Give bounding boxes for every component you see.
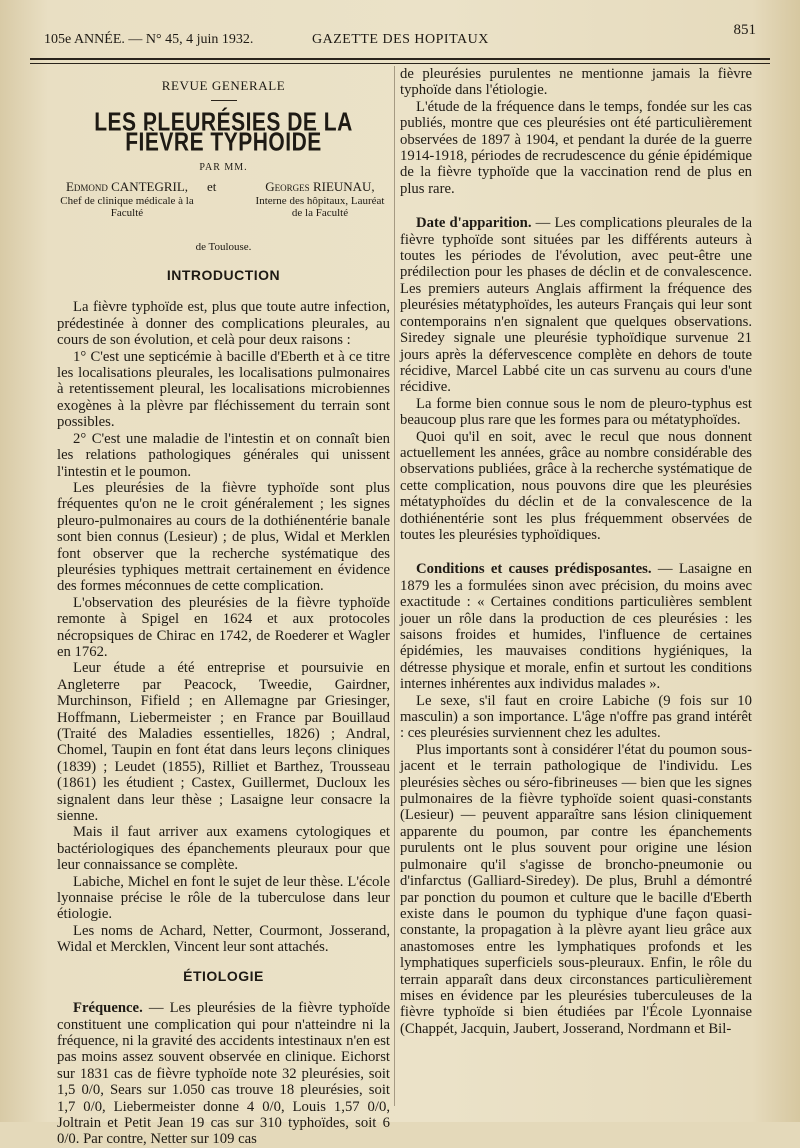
- paragraph: La forme bien connue sous le nom de pleuro-typhus est beaucoup plus rare que les formes para ou métatyphoïdes.: [400, 395, 752, 429]
- spacer: [400, 543, 752, 561]
- left-column: [57, 66, 390, 1148]
- paragraph: La fièvre typhoïde est, plus que toute autre infection, prédestinée à donner des complications pleurales, au cours de son évolution, et celà pour deux raisons :: [57, 299, 390, 349]
- author-1: [57, 179, 197, 219]
- paragraph: Le sexe, s'il faut en croire Labiche (9 fois sur 10 masculin) a son importance. L'âge n'offre pas grand intérêt : ces pleurésies surviennent chez les adultes.: [400, 692, 752, 742]
- page-number: 851: [733, 22, 756, 38]
- paragraph: 1° C'est une septicémie à bacille d'Eberth et à ce titre les localisations pleurales, les localisations pulmonaires à retentissement pleural, les localisations microbiennes exogènes à la plèvre par fléchissement du terrain sont possibles.: [57, 348, 390, 431]
- title-rule: [211, 100, 237, 101]
- paragraph: Les pleurésies de la fièvre typhoïde sont plus fréquentes qu'on ne le croit généralement ; les signes pleuro-pulmonaires au cours de la dothiénentérie banale sont bien connus (Lesieur) ; de plus, Widal et Merklen font observer que la recherche systématique des pleurésies typhiques mettrait certainement en évidence des formes méconnues de cette complication.: [57, 479, 390, 595]
- author-2-affiliation: Interne des hôpitaux, Lauréat de la Faculté: [255, 195, 385, 220]
- affiliation-city: de Toulouse.: [195, 240, 252, 253]
- spacer: [400, 197, 752, 215]
- paragraph: [400, 215, 752, 395]
- paragraph: de pleurésies purulentes ne mentionne jamais la fièvre typhoïde dans l'étiologie.: [400, 66, 752, 99]
- column-divider: [394, 66, 395, 1106]
- author-2: [250, 179, 390, 219]
- header-rule-thick: [30, 58, 770, 60]
- authors-block: [57, 179, 390, 239]
- subheading-frequence: Fréquence.: [73, 1000, 143, 1017]
- paragraph: Plus importants sont à considérer l'état du poumon sous-jacent et le terrain pathologique de l'individu. Les pleurésies sèches ou séro-fibrineuses — bien que les signes pulmonaires de la fièvre typhoïde soient quasi-constants (Lesieur) — peuvent apparaître sans lésion cliniquement apparente du poumon, par contre les épanchements purulents ont le plus souvent pour origine une lésion pulmonaire qu'il s'agisse de broncho-pneumonie ou d'infarctus (Galliard-Siredey). De plus, Bruhl a démontré par ponction du poumon et culture que le bacille d'Eberth existe dans le poumon du typhique d'une façon quasi-constante, la propagation à la plèvre ayant lieu grâce aux anastomoses entre les lymphatiques profonds et les lymphatiques superficiels sous-pleuraux. Enfin, le rôle du terrain apparaît dans deux circonstances particulièrement mises en évidence par les pleurésies tuberculeuses de la fièvre typhoïde si bien étudiées par l'École Lyonnaise (Chappét, Jacquin, Jaubert, Josserand, Nordmann et Bil-: [400, 741, 752, 1037]
- journal-name: GAZETTE DES HOPITAUX: [312, 32, 489, 47]
- running-header: [44, 22, 756, 52]
- paragraph: Leur étude a été entreprise et poursuivie en Angleterre par Peacock, Tweedie, Gairdner, Murchinson, Fifield ; en Allemagne par Griesinger, Hoffmann, Liebermeister ; en France par Bouillaud (Traité des Maladies essentielles, 1826) ; Andral, Chomel, Taupin en font état dans leurs leçons cliniques (1839) ; Leudet (1855), Rilliet et Barthez, Trousseau (1861) les étudient ; Castex, Guillermet, Ducloux les signalent dans leur thèse ; Lasaigne leur consacre la sienne.: [57, 660, 390, 825]
- paragraph: Les noms de Achard, Netter, Courmont, Josserand, Widal et Mercklen, Vincent leur sont attachés.: [57, 922, 390, 956]
- paragraph-text: — Les pleurésies de la fièvre typhoïde constituent une complication qui pour n'atteindre ni la fréquence, ni la gravité des accidents intestinaux n'en est pas moins assez souvent observée en clinique. Eichorst sur 1831 cas de fièvre typhoïde note 32 pleurésies, soit 1,5 0/0, Sears sur 1.050 cas trouve 18 pleurésies, soit 1,7 0/0, Liebermeister donne 4 0/0, Louis 1,57 0/0, Joltrain et Petit Jean 19 cas sur 310 typhoïdes, soit 6 0/0. Par contre, Netter sur 109 cas: [57, 1000, 390, 1148]
- paragraph: 2° C'est une maladie de l'intestin et on connaît bien les relations pathologiques générales qui unissent l'intestin et le poumon.: [57, 430, 390, 480]
- subheading-date-apparition: Date d'apparition.: [416, 215, 532, 232]
- paragraph: L'étude de la fréquence dans le temps, fondée sur les cas publiés, montre que ces pleurésies ont été particulièrement observées de 1897 à 1904, et pendant la durée de la guerre 1914-1918, périodes de recrudescence du génie épidémique de la fièvre typhoïde que la vaccination rend de plus en plus rare.: [400, 98, 752, 197]
- paragraph: L'observation des pleurésies de la fièvre typhoïde remonte à Spigel en 1624 et aux protocoles nécropsiques de Chirac en 1742, de Roederer et Wagler en 1762.: [57, 594, 390, 660]
- article-title: LES PLEURÉSIES DE LA FIÈVRE TYPHOIDE: [94, 108, 353, 158]
- author-1-name: Edmond CANTEGRIL,: [65, 178, 189, 194]
- paragraph: Quoi qu'il en soit, avec le recul que nous donnent actuellement les années, grâce au nombre considérable des observations publiées, grâce à la recherche systématique de cette complication, nous pouvons dire que les pleurésies métatyphoïdes du déclin et de la convalescence de la dothiénentérie sont les plus fréquemment observées de toutes les pleurésies typhoïdiques.: [400, 428, 752, 543]
- etiology-heading: ÉTIOLOGIE: [183, 967, 264, 984]
- issue-info: 105e ANNÉE. — N° 45, 4 juin 1932.: [44, 32, 254, 47]
- paragraph: Mais il faut arriver aux examens cytologiques et bactériologiques des épanchements pleuraux pour que leur connaissance se complète.: [57, 824, 390, 874]
- paragraph: Labiche, Michel en font le sujet de leur thèse. L'école lyonnaise précise le rôle de la tuberculose dans leur étiologie.: [57, 873, 390, 923]
- author-2-name: Georges RIEUNAU,: [265, 178, 375, 194]
- right-column: [400, 66, 752, 1037]
- paragraph-text: — Lasaigne en 1879 les a formulées sinon avec précision, du moins avec exactitude : « Certaines conditions particulières semblent jouer un rôle dans la production de ces pleurésies : les saisons froides et humides, l'influence de certaines épidémies, les mauvaises conditions hygiéniques, la détresse physique et morale, enfin et surtout les conditions internes inhérentes aux individus malades ».: [400, 561, 752, 693]
- byline: PAR MM.: [199, 162, 248, 174]
- author-1-affiliation: Chef de clinique médicale à la Faculté: [60, 195, 194, 220]
- paragraph-text: — Les complications pleurales de la fièvre typhoïde sont situées par les différents auteurs à toutes les périodes de l'évolution, avec peut-être une prédilection pour les phases de déclin et de convalescence. Les premiers auteurs Anglais affirment la fréquence des pleurésies métatyphoïdes, les auteurs Français qui leur sont contemporains n'en signalent que quelques observations. Siredey signale une pleurésie typhoïdique survenue 21 jours après la défervescence complète en dehors de toute récidive, Marcel Labbé cite un cas survenu au cours d'une récidive.: [400, 215, 753, 396]
- paragraph: [57, 1000, 390, 1148]
- subheading-conditions: Conditions et causes prédisposantes.: [416, 561, 652, 578]
- author-conjunction: et: [207, 178, 217, 194]
- section-label: REVUE GENERALE: [161, 78, 286, 93]
- introduction-heading: INTRODUCTION: [166, 267, 281, 284]
- paragraph: [400, 561, 752, 692]
- header-rule-thin: [30, 63, 770, 64]
